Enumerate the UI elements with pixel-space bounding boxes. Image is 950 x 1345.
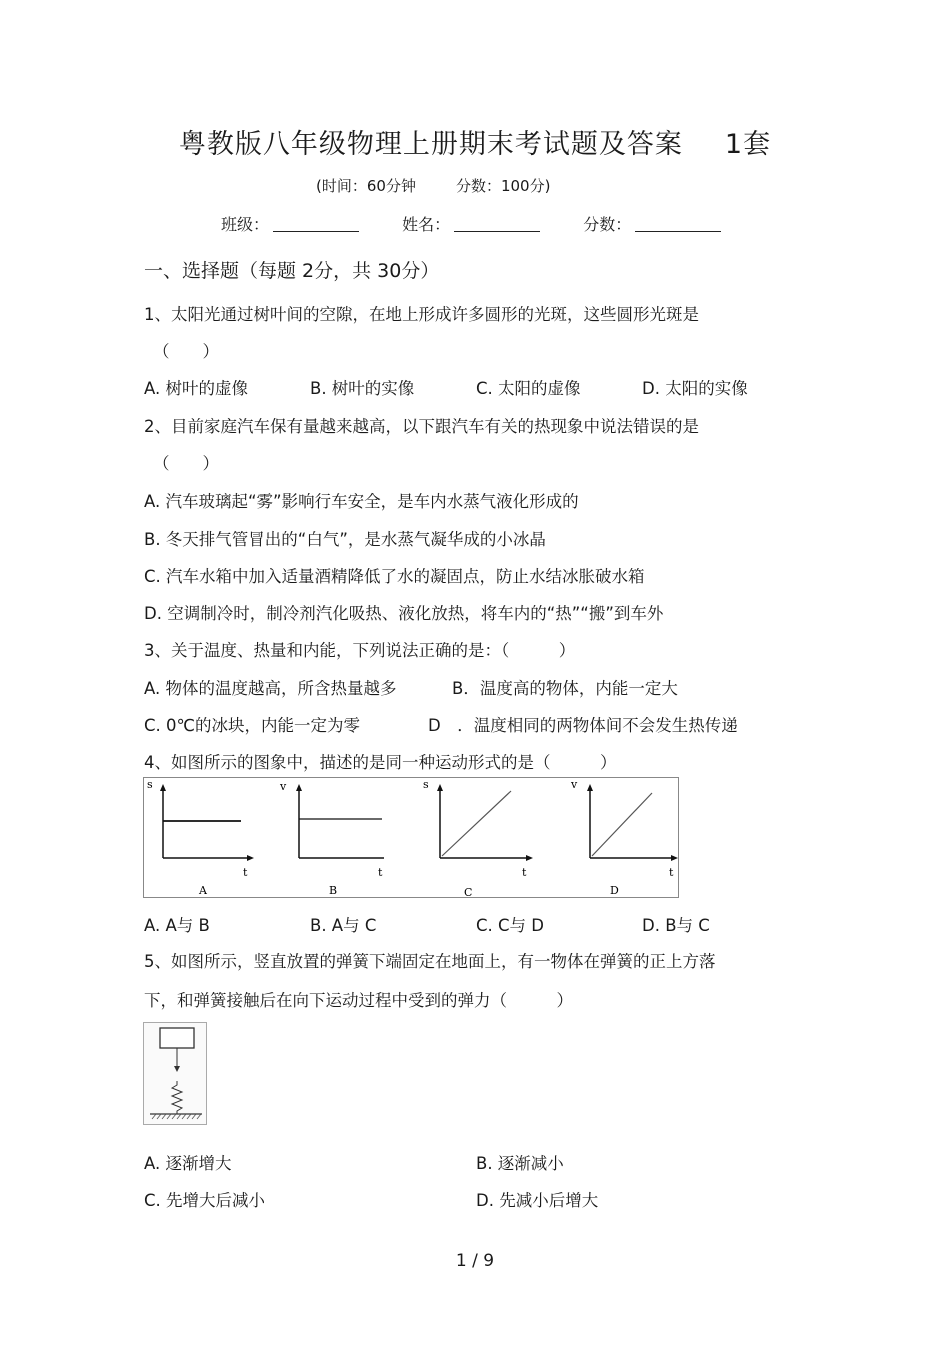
spring-svg bbox=[144, 1023, 206, 1124]
question-1-answer-blank: （ ） bbox=[153, 342, 219, 361]
q2-option-d: D. 空调制冷时，制冷剂汽化吸热、液化放热，将车内的“热”“搬”到车外 bbox=[144, 604, 664, 623]
q2-option-a: A. 汽车玻璃起“雾”影响行车安全，是车内水蒸气液化形成的 bbox=[144, 492, 579, 511]
question-1-stem: 1、太阳光通过树叶间的空隙，在地上形成许多圆形的光斑，这些圆形光斑是 bbox=[144, 305, 699, 324]
q5-option-b: B. 逐渐减小 bbox=[476, 1154, 564, 1173]
question-3-stem: 3、关于温度、热量和内能，下列说法正确的是：（ ） bbox=[144, 641, 576, 660]
q3-option-a: A. 物体的温度越高，所含热量越多 bbox=[144, 679, 397, 698]
question-5-stem-line2: 下，和弹簧接触后在向下运动过程中受到的弹力（ ） bbox=[144, 991, 573, 1010]
graph-b-y-label: v bbox=[280, 780, 287, 793]
page-title: 粤教版八年级物理上册期末考试题及答案 1套 bbox=[178, 129, 772, 160]
q3-option-d: D ．温度相同的两物体间不会发生热传递 bbox=[428, 716, 738, 735]
graph-b-caption: B bbox=[329, 884, 338, 897]
section-heading: 一、选择题（每题 2分，共 30分） bbox=[144, 260, 440, 282]
graph-b-x-label: t bbox=[378, 866, 383, 879]
motion-graphs-svg bbox=[144, 778, 678, 897]
q1-option-a: A. 树叶的虚像 bbox=[144, 379, 248, 398]
falling-block bbox=[160, 1028, 194, 1048]
ground-hatching bbox=[152, 1114, 201, 1119]
graph-a-x-label: t bbox=[243, 866, 248, 879]
score-field[interactable]: 分数： bbox=[583, 212, 721, 235]
question-2-stem: 2、目前家庭汽车保有量越来越高，以下跟汽车有关的热现象中说法错误的是 bbox=[144, 417, 699, 436]
q3-option-c: C. 0℃的冰块，内能一定为零 bbox=[144, 716, 361, 735]
spring-figure bbox=[143, 1022, 207, 1125]
q1-option-c: C. 太阳的虚像 bbox=[476, 379, 581, 398]
graph-d bbox=[570, 778, 678, 897]
q4-option-c: C. C与 D bbox=[476, 916, 544, 935]
q3-option-b: B．温度高的物体，内能一定大 bbox=[452, 679, 678, 698]
graph-a-y-label: s bbox=[147, 778, 153, 791]
spring bbox=[172, 1081, 182, 1114]
q5-option-c: C. 先增大后减小 bbox=[144, 1191, 266, 1210]
page-number: 1 / 9 bbox=[455, 1251, 495, 1271]
student-fields bbox=[221, 212, 759, 235]
graph-b bbox=[279, 780, 384, 897]
motion-graphs-figure bbox=[143, 777, 679, 898]
question-5-stem-line1: 5、如图所示，竖直放置的弹簧下端固定在地面上，有一物体在弹簧的正上方落 bbox=[144, 952, 716, 971]
graph-a-caption: A bbox=[199, 884, 207, 897]
exam-info: (时间：60分钟 分数：100分) bbox=[316, 177, 551, 195]
q4-option-a: A. A与 B bbox=[144, 916, 210, 935]
graph-c-caption: C bbox=[464, 886, 473, 897]
q4-option-d: D. B与 C bbox=[642, 916, 710, 935]
name-field[interactable]: 姓名： bbox=[402, 212, 540, 235]
graph-c-y-label: s bbox=[423, 778, 429, 791]
q2-option-c: C. 汽车水箱中加入适量酒精降低了水的凝固点，防止水结冰胀破水箱 bbox=[144, 567, 645, 586]
q4-option-b: B. A与 C bbox=[310, 916, 377, 935]
graph-c-x-label: t bbox=[522, 866, 527, 879]
q5-option-a: A. 逐渐增大 bbox=[144, 1154, 232, 1173]
q1-option-b: B. 树叶的实像 bbox=[310, 379, 415, 398]
class-field[interactable]: 班级： bbox=[221, 212, 359, 235]
q5-option-d: D. 先减小后增大 bbox=[476, 1191, 599, 1210]
graph-d-y-label: v bbox=[571, 778, 578, 791]
question-4-stem: 4、如图所示的图象中，描述的是同一种运动形式的是（ ） bbox=[144, 753, 617, 772]
graph-d-x-label: t bbox=[669, 866, 674, 879]
q1-option-d: D. 太阳的实像 bbox=[642, 379, 748, 398]
graph-c bbox=[423, 778, 533, 897]
q2-option-b: B. 冬天排气管冒出的“白气”，是水蒸气凝华成的小冰晶 bbox=[144, 530, 546, 549]
graph-a bbox=[147, 778, 254, 897]
question-2-answer-blank: （ ） bbox=[153, 454, 219, 473]
graph-d-caption: D bbox=[610, 884, 619, 897]
